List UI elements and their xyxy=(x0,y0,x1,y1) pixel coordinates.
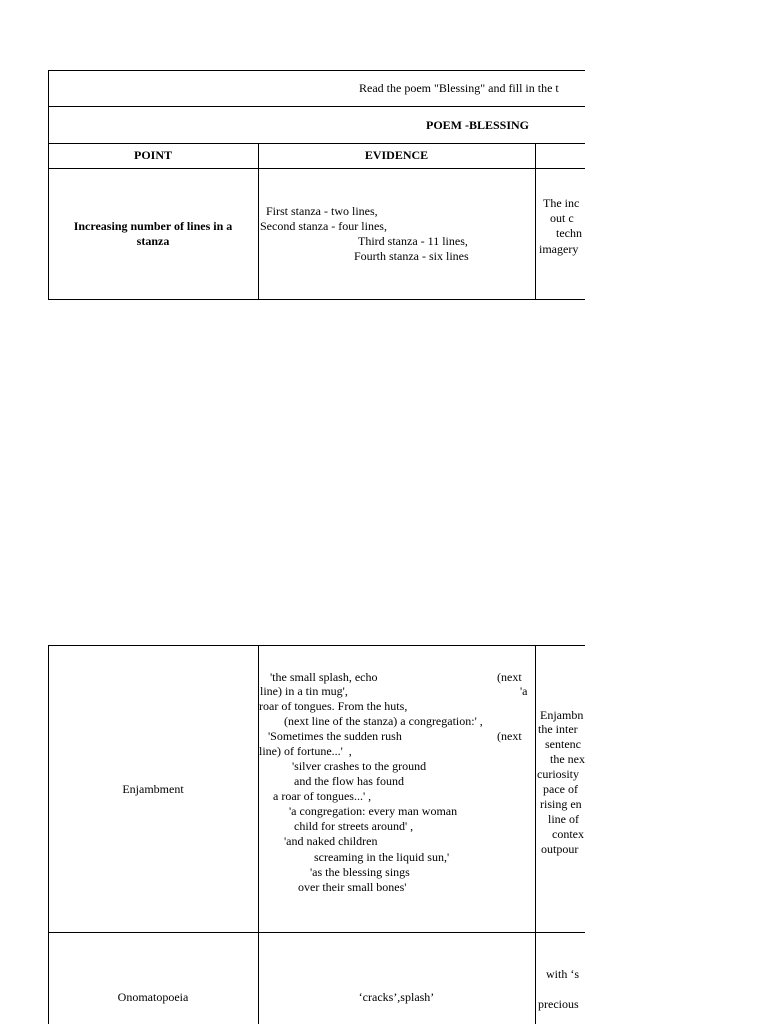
table-border xyxy=(535,645,536,1024)
point-lines-line2: stanza xyxy=(136,234,170,248)
evidence-line: Second stanza - four lines, xyxy=(260,219,387,233)
instruction-text: Read the poem "Blessing" and fill in the t xyxy=(359,81,559,95)
evidence-line: a roar of tongues...' , xyxy=(273,789,372,803)
table-border xyxy=(48,70,585,71)
table-border xyxy=(258,143,259,300)
table-border xyxy=(48,299,585,300)
table-border xyxy=(48,645,49,1024)
evidence-line: Fourth stanza - six lines xyxy=(354,249,469,263)
header-evidence: EVIDENCE xyxy=(364,148,429,162)
explanation-line: precious xyxy=(538,997,579,1011)
table-border xyxy=(48,645,585,646)
explanation-line: contex xyxy=(552,827,584,841)
explanation-line: with ‘s xyxy=(546,967,579,981)
explanation-line: sentenc xyxy=(545,737,581,751)
evidence-line: child for streets around' , xyxy=(294,819,414,833)
evidence-line: 'a xyxy=(520,684,528,698)
table-border xyxy=(535,143,536,300)
explanation-line: imagery xyxy=(539,242,579,256)
explanation-line: outpour xyxy=(541,842,579,856)
explanation-line: line of xyxy=(548,812,579,826)
explanation-line: The inc xyxy=(543,196,580,210)
evidence-line: 'and naked children xyxy=(284,834,378,848)
explanation-line: Enjambn xyxy=(540,708,584,722)
header-point: POINT xyxy=(133,148,172,162)
evidence-line: over their small bones' xyxy=(298,880,407,894)
point-enjambment: Enjambment xyxy=(122,782,184,796)
evidence-onomatopoeia: ‘cracks’,splash’ xyxy=(358,990,435,1004)
poem-title: POEM -BLESSING xyxy=(426,118,530,132)
table-border xyxy=(48,143,585,144)
table-border xyxy=(48,70,49,300)
table-border xyxy=(48,932,585,933)
evidence-line: and the flow has found xyxy=(294,774,404,788)
point-lines-line1: Increasing number of lines in a xyxy=(73,219,233,233)
evidence-line: (next xyxy=(497,670,522,684)
evidence-line: 'the small splash, echo xyxy=(270,670,378,684)
table-border xyxy=(48,106,585,107)
explanation-line: out c xyxy=(550,211,574,225)
explanation-line: rising en xyxy=(540,797,582,811)
explanation-line: pace of xyxy=(543,782,578,796)
evidence-line: roar of tongues. From the huts, xyxy=(259,699,408,713)
evidence-line: First stanza - two lines, xyxy=(266,204,378,218)
evidence-line: 'Sometimes the sudden rush xyxy=(268,729,402,743)
evidence-line: Third stanza - 11 lines, xyxy=(358,234,468,248)
evidence-line: (next xyxy=(497,729,522,743)
evidence-line: line) in a tin mug', xyxy=(260,684,348,698)
evidence-line: line) of fortune...' , xyxy=(259,744,352,758)
explanation-line: the inter xyxy=(538,722,578,736)
evidence-line: 'a congregation: every man woman xyxy=(289,804,458,818)
point-onomatopoeia: Onomatopoeia xyxy=(117,990,189,1004)
evidence-line: screaming in the liquid sun,' xyxy=(314,850,450,864)
evidence-line: 'silver crashes to the ground xyxy=(292,759,427,773)
explanation-line: curiosity xyxy=(537,767,579,781)
explanation-line: the nex xyxy=(550,752,585,766)
explanation-line: techn xyxy=(556,226,582,240)
table-border xyxy=(48,168,585,169)
evidence-line: 'as the blessing sings xyxy=(310,865,410,879)
evidence-line: (next line of the stanza) a congregation:' , xyxy=(284,714,483,728)
